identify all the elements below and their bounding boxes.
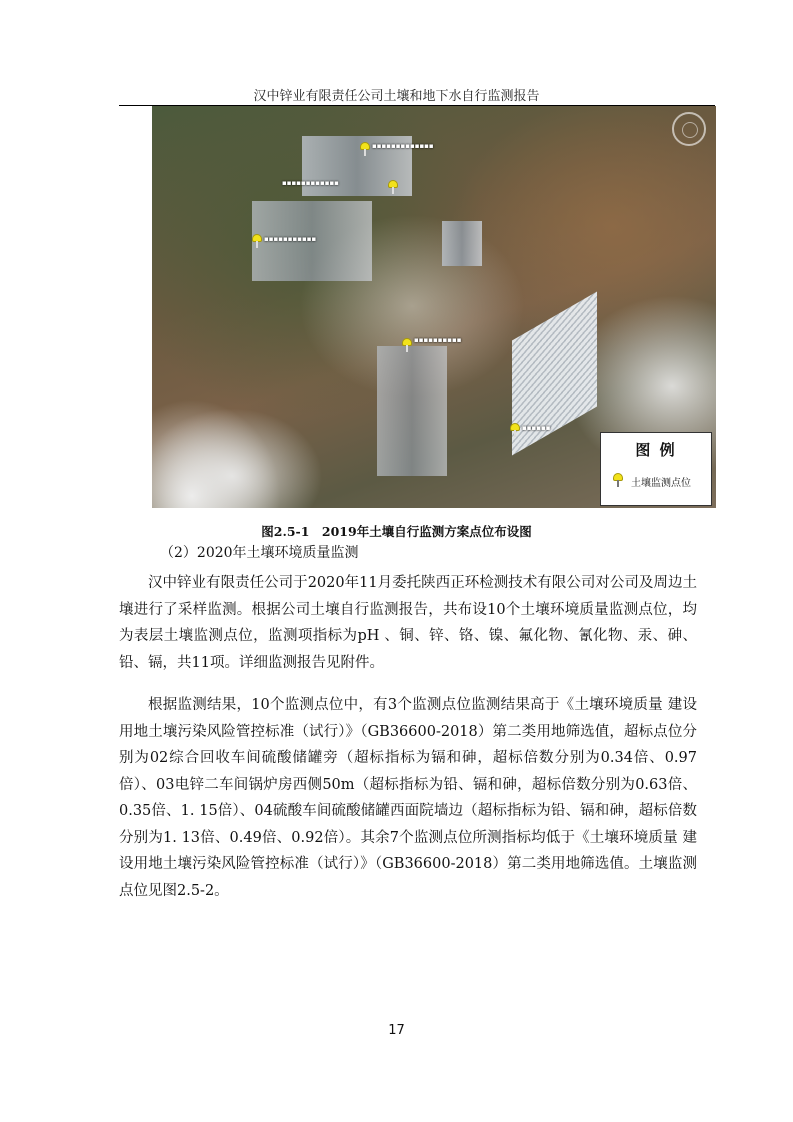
monitoring-point-label: ▪▪▪▪▪▪▪▪▪▪ [414, 336, 462, 344]
page-number: 17 [388, 1023, 405, 1038]
monitoring-point-marker [388, 180, 398, 194]
figure-caption: 图2.5-1 2019年土壤自行监测方案点位布设图 [261, 524, 532, 539]
monitoring-point-label: ▪▪▪▪▪▪ [522, 424, 551, 432]
factory-area-east [442, 221, 482, 266]
legend-label: 土壤监测点位 [631, 478, 691, 489]
monitoring-point-marker [402, 338, 412, 352]
map-legend [600, 432, 712, 506]
yellow-pushpin-icon [613, 473, 623, 487]
monitoring-point-marker [510, 423, 520, 437]
compass-icon [672, 112, 706, 146]
satellite-map-image [152, 106, 716, 508]
page-header: 汉中锌业有限责任公司土壤和地下水自行监测报告 [253, 89, 540, 104]
body-paragraph: 根据监测结果，10个监测点位中，有3个监测点位监测结果高于《土壤环境质量 建设用地土壤污染风险管控标准（试行）》（GB36600-2018）第二类用地筛选值，超标点位分别为02综合回收车间硫酸储罐旁（超标指标为镉和砷，超标倍数分别为0.34倍、0.97倍）、03电锌二车间锅炉房西侧50m（超标指标为铅、镉和砷，超标倍数分别为0.63倍、0.35倍、1. 15倍）、04硫酸车间硫酸储罐西面院墙边（超标指标为铅、镉和砷，超标倍数分别为1. 13倍、0.49倍、0.92倍）。其余7个监测点位所测指标均低于《土壤环境质量 建设用地土壤污染风险管控标准（试行）》（GB36600-2018）第二类用地筛选值。土壤监测点位见图2.5-2。 [119, 697, 697, 899]
monitoring-point-label: ▪▪▪▪▪▪▪▪▪▪▪▪ [282, 179, 339, 187]
monitoring-point-label: ▪▪▪▪▪▪▪▪▪▪▪ [264, 235, 317, 243]
legend-title: 图 例 [635, 441, 677, 459]
body-paragraph: 汉中锌业有限责任公司于2020年11月委托陕西正环检测技术有限公司对公司及周边土壤进行了采样监测。根据公司土壤自行监测报告，共布设10个土壤环境质量监测点位，均为表层土壤监测点位，监测项指标为pH 、铜、锌、铬、镍、氟化物、氰化物、汞、砷、铅、镉，共11项。详细监测报告见附件。 [119, 575, 697, 671]
monitoring-point-marker [360, 142, 370, 156]
monitoring-point-label: ▪▪▪▪▪▪▪▪▪▪▪▪▪ [372, 142, 434, 150]
section-subheading: （2）2020年土壤环境质量监测 [160, 545, 359, 561]
factory-area-south [377, 346, 447, 476]
monitoring-point-marker [252, 234, 262, 248]
